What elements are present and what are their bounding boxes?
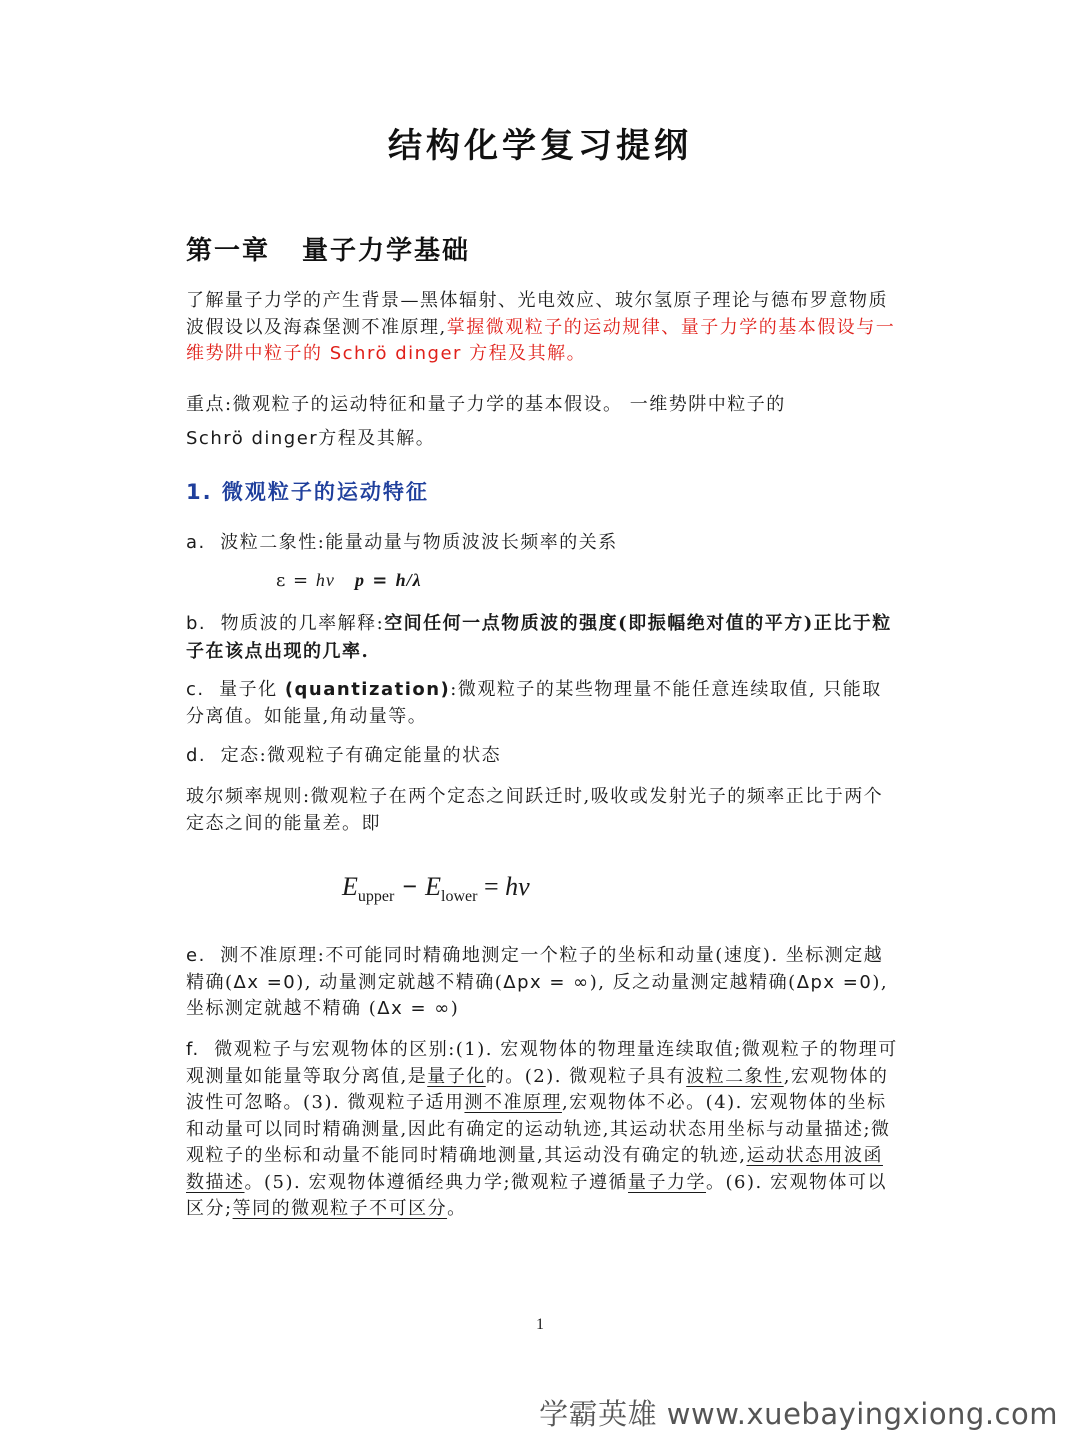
intro-paragraph <box>186 288 898 368</box>
item-d: d. 定态:微观粒子有确定能量的状态 <box>186 745 502 766</box>
page-number: 1 <box>536 1316 544 1333</box>
bohr-rule: 玻尔频率规则:微观粒子在两个定态之间跃迁时,吸收或发射光子的频率正比于两个定态之间的能量差。即 <box>186 786 884 834</box>
document-title: 结构化学复习提纲 <box>388 126 692 166</box>
underline-uncertainty: 测不准原理 <box>464 1092 562 1113</box>
underline-quantized: 量子化 <box>427 1065 486 1087</box>
item-f: f. 微观粒子与宏观物体的区别:(1). 宏观物体的物理量连续取值;微观粒子的物理可观测量如能量等取分离值,是量子化的。(2). 微观粒子具有波粒二象性,宏观物体的波性可忽略。(3). 微观粒子适用测不准原理,宏观物体不必。(4). 宏观物体的坐标和动量可以同时精确测量,因此有确定的运动轨迹,其运动状态用坐标与动量描述;微观粒子的坐标和动量不能同时精确地测量,其运动没有确定的轨迹,运动状态用波函数描述。(5). 宏观物体遵循经典力学;微观粒子遵循量子力学。(6). 宏观物体可以区分;等同的微观粒子不可区分。 <box>186 1039 898 1219</box>
item-e: e. 测不准原理:不可能同时精确地测定一个粒子的坐标和动量(速度). 坐标测定越精确(Δx =0), 动量测定就越不精确(Δpx = ∞), 反之动量测定越精确(Δpx =0), 坐标测定就越不精确 (Δx = ∞) <box>186 945 889 1019</box>
chapter-heading <box>186 230 470 267</box>
watermark: 学霸英雄 www.xuebayingxiong.com <box>539 1397 1058 1431</box>
wave-particle-formula: ε = hν p = h/λ <box>276 570 422 591</box>
chapter-name: 量子力学基础 <box>302 236 471 266</box>
section-heading: 1. 微观粒子的运动特征 <box>186 479 429 504</box>
underline-indistinguishable: 等同的微观粒子不可区分 <box>232 1198 448 1219</box>
underline-duality: 波粒二象性 <box>686 1065 784 1087</box>
chapter-label: 第一章 <box>186 236 271 266</box>
underline-quantum-mechanics: 量子力学 <box>628 1171 707 1193</box>
intro-objective: 掌握微观粒子的运动规律、量子力学的基本假设与一维势阱中粒子的 Schrö dinger 方程及其解。 <box>186 316 896 364</box>
intro-text: 了解量子力学的产生背景—黑体辐射、光电效应、玻尔氢原子理论与德布罗意物质波假设以及海森堡测不准原理, <box>186 290 888 338</box>
key-points: 重点:微观粒子的运动特征和量子力学的基本假设。 一维势阱中粒子的 Schrö dinger方程及其解。 <box>186 394 786 449</box>
bohr-formula: $E_{upper} - E_{lower} = h\nu$ <box>342 872 530 905</box>
underline-wavefunction: 运动状态用波函数描述 <box>186 1145 883 1193</box>
item-c: c. 量子化 (quantization):微观粒子的某些物理量不能任意连续取值, 只能取分离值。如能量,角动量等。 <box>186 679 882 727</box>
item-b: b. 物质波的几率解释:空间任何一点物质波的强度(即振幅绝对值的平方)正比于粒子在该点出现的几率. <box>186 613 892 662</box>
item-a: a. 波粒二象性:能量动量与物质波波长频率的关系 <box>186 532 618 553</box>
